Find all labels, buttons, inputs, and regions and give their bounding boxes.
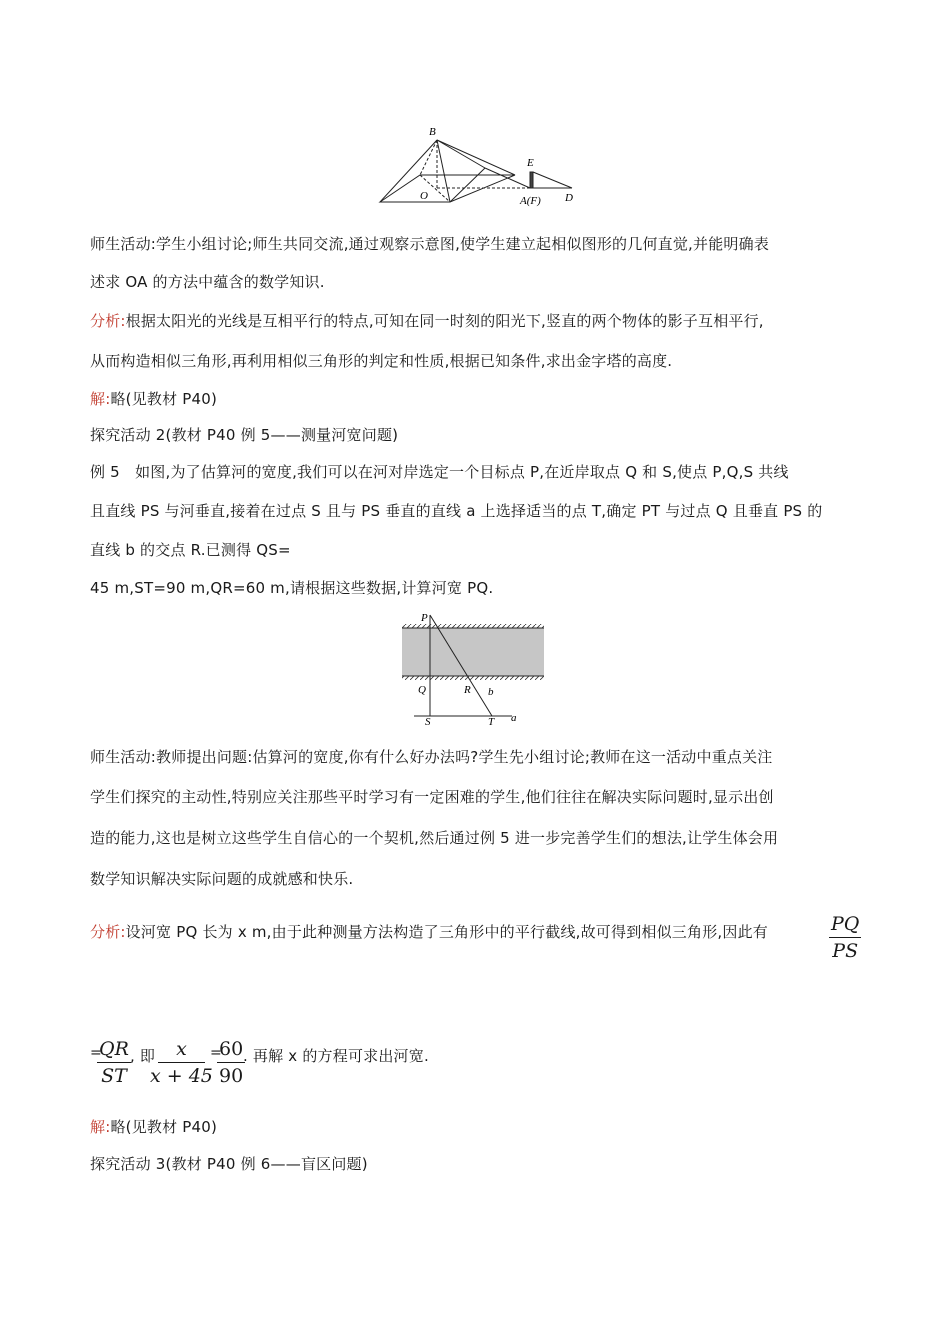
activity3-title: 探究活动 3(教材 P40 例 6——盲区问题) <box>90 1155 368 1173</box>
para2-line2: 学生们探究的主动性,特别应关注那些平时学习有一定困难的学生,他们往往在解决实际问题时,显示出创 <box>90 788 774 806</box>
label-B: B <box>429 126 436 138</box>
para1-line1: 师生活动:学生小组讨论;师生共同交流,通过观察示意图,使学生建立起相似图形的几何直觉,并能明确表 <box>90 235 770 253</box>
fraction-numerator: PQ <box>829 913 861 938</box>
label-T: T <box>488 716 495 728</box>
example5-line4: 45 m,ST=90 m,QR=60 m,请根据这些数据,计算河宽 PQ. <box>90 579 494 597</box>
solution-label: 解: <box>90 1118 111 1136</box>
label-b: b <box>488 686 494 698</box>
fraction-pq-ps <box>829 913 861 962</box>
label-Q: Q <box>418 684 426 696</box>
fraction-60-90 <box>217 1038 245 1087</box>
analysis2-text: 设河宽 PQ 长为 x m,由于此种测量方法构造了三角形中的平行截线,故可得到相似三角形,因此有 <box>125 923 768 941</box>
fraction-x-over-x45 <box>150 1038 213 1087</box>
label-a: a <box>511 712 517 724</box>
activity2-title: 探究活动 2(教材 P40 例 5——测量河宽问题) <box>90 426 399 444</box>
analysis-label: 分析: <box>90 312 126 330</box>
fraction-denominator: PS <box>832 940 859 962</box>
label-D: D <box>565 192 573 204</box>
example5-line3: 直线 b 的交点 R.已测得 QS= <box>90 541 291 559</box>
solution-label: 解: <box>90 390 111 408</box>
para2-line3: 造的能力,这也是树立这些学生自信心的一个契机,然后通过例 5 进一步完善学生们的想法,让学生体会用 <box>90 829 779 847</box>
analysis2-mid: , 即 <box>130 1047 156 1065</box>
analysis1-line2: 从而构造相似三角形,再利用相似三角形的判定和性质,根据已知条件,求出金字塔的高度. <box>90 352 673 370</box>
analysis-label: 分析: <box>90 923 126 941</box>
label-E: E <box>527 157 534 169</box>
solution2-text: 略(见教材 P40) <box>110 1118 218 1136</box>
fraction-numerator: x <box>158 1038 205 1063</box>
para2-line4: 数学知识解决实际问题的成就感和快乐. <box>90 870 354 888</box>
fraction-qr-st <box>97 1038 131 1087</box>
solution1-text: 略(见教材 P40) <box>110 390 218 408</box>
label-S: S <box>425 716 431 728</box>
fraction-numerator: QR <box>97 1038 131 1063</box>
fraction-denominator: 90 <box>219 1065 244 1087</box>
example5-line1: 例 5 如图,为了估算河的宽度,我们可以在河对岸选定一个目标点 P,在近岸取点 Q 和 S,使点 P,Q,S 共线 <box>90 463 789 481</box>
solution2 <box>90 1117 217 1137</box>
analysis2-line1 <box>90 922 768 942</box>
label-AF: A(F) <box>520 195 541 207</box>
analysis1-text: 根据太阳光的光线是互相平行的特点,可知在同一时刻的阳光下,竖直的两个物体的影子互相平行, <box>125 312 764 330</box>
para2-line1: 师生活动:教师提出问题:估算河的宽度,你有什么好办法吗?学生先小组讨论;教师在这一活动中重点关注 <box>90 748 773 766</box>
river-width-figure <box>400 610 550 728</box>
label-R: R <box>464 684 471 696</box>
solution1 <box>90 389 217 409</box>
equals-sign: = <box>90 1045 102 1061</box>
pyramid-shadow-figure <box>375 120 585 210</box>
fraction-numerator: 60 <box>217 1038 245 1063</box>
example5-line2: 且直线 PS 与河垂直,接着在过点 S 且与 PS 垂直的直线 a 上选择适当的点 T,确定 PT 与过点 Q 且垂直 PS 的 <box>90 502 823 520</box>
analysis2-tail: . 再解 x 的方程可求出河宽. <box>243 1047 429 1065</box>
equals-sign: = <box>210 1045 222 1061</box>
label-O: O <box>420 190 428 202</box>
fraction-denominator: ST <box>101 1065 127 1087</box>
analysis1-line1 <box>90 311 764 331</box>
para1-line2: 述求 OA 的方法中蕴含的数学知识. <box>90 273 325 291</box>
fraction-denominator: x + 45 <box>150 1065 213 1087</box>
label-P: P <box>421 612 428 624</box>
